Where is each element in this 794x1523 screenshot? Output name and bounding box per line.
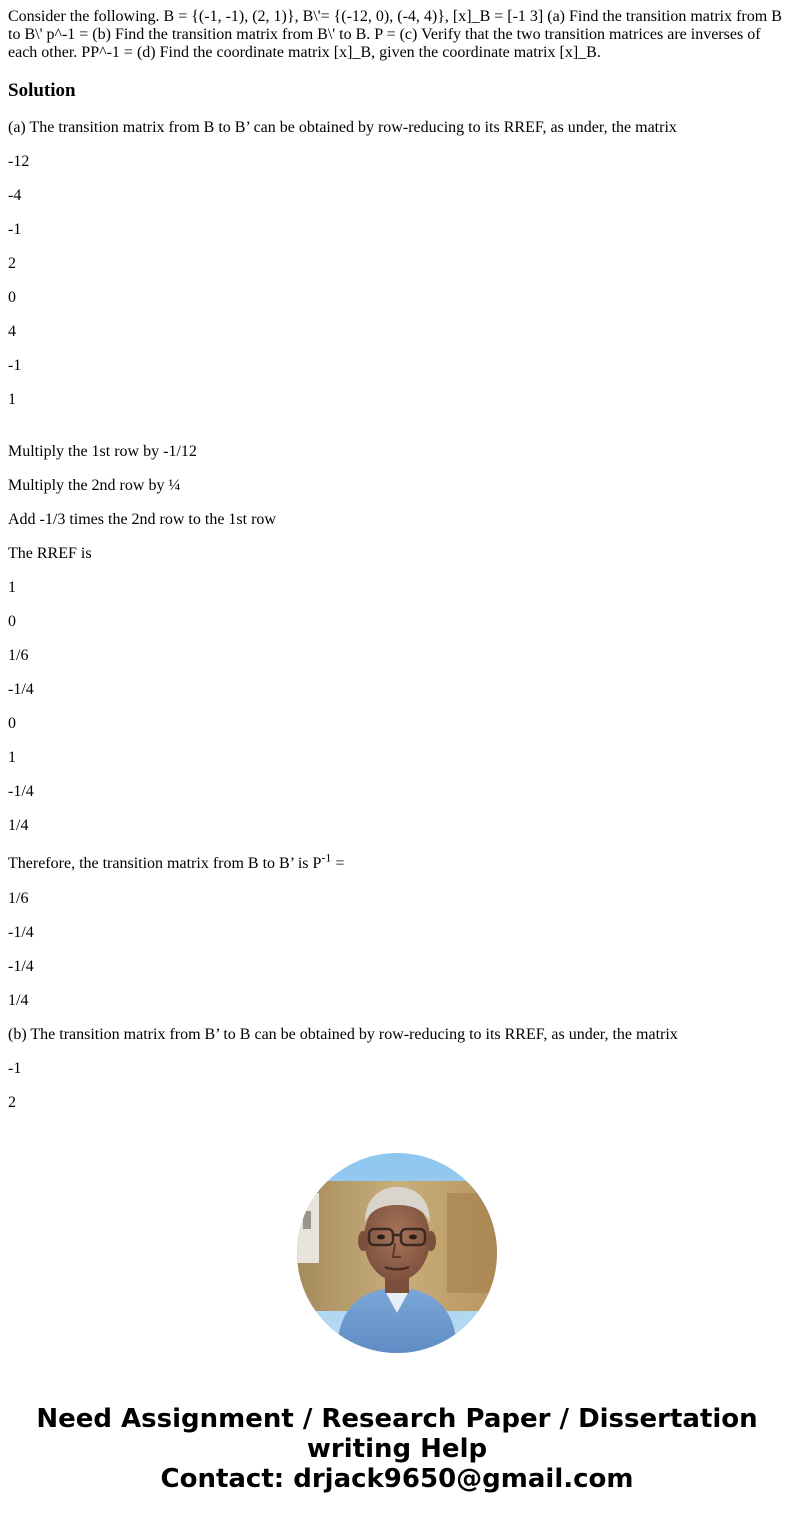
matrix-b-entry: 2 [8,1094,16,1111]
matrix-a-entry: 0 [8,289,16,306]
part-b-intro: (b) The transition matrix from B’ to B can be obtained by row-reducing to its RREF, as under, the matrix [8,1026,678,1043]
promo-line-1: Need Assignment / Research Paper / Dissertation [36,1404,758,1434]
p-inverse-entry: 1/6 [8,890,29,907]
therefore-prefix: Therefore, the transition matrix from B to B’ is P [8,855,322,872]
step-text: Multiply the 2nd row by ¼ [8,477,181,494]
p-inverse-entry: -1/4 [8,958,34,975]
question-text: Consider the following. B = {(-1, -1), (2, 1)}, B\'= {(-12, 0), (-4, 4)}, [x]_B = [-1 3] (a) Find the transition matrix from B to B\' p^-1 = (b) Find the transition matrix from B\' to B. P = (c) Verify that the two transition matrices are inverses of each other. PP^-1 = (d) Find the coordinate matrix [x]_B, given the coordinate matrix [x]_B. [8,8,782,61]
inverse-superscript: -1 [321,850,332,865]
promo-line-2: writing Help [306,1434,488,1464]
matrix-a-entry: -12 [8,153,30,170]
solution-heading: Solution [8,80,76,101]
matrix-a-entry: -1 [8,221,22,238]
rref-entry: 1 [8,579,16,596]
matrix-a-entry: -4 [8,187,22,204]
rref-entry: 0 [8,715,16,732]
matrix-b-entry: -1 [8,1060,22,1077]
part-a-intro: (a) The transition matrix from B to B’ can be obtained by row-reducing to its RREF, as under, the matrix [8,119,677,136]
matrix-a-entry: -1 [8,357,22,374]
matrix-a-entry: 2 [8,255,16,272]
rref-entry: -1/4 [8,681,34,698]
promo-contact: Contact: drjack9650@gmail.com [160,1464,634,1494]
p-inverse-entry: -1/4 [8,924,34,941]
rref-entry: 0 [8,613,16,630]
author-photo [297,1153,497,1353]
rref-entry: -1/4 [8,783,34,800]
therefore-suffix: = [331,855,345,872]
p-inverse-entry: 1/4 [8,992,29,1009]
rref-entry: 1 [8,749,16,766]
rref-entry: 1/6 [8,647,29,664]
promo-banner [0,1404,794,1494]
therefore-statement [8,850,786,873]
step-text: The RREF is [8,545,92,562]
author-avatar [297,1153,497,1353]
matrix-a-entry: 1 [8,391,16,408]
step-text: Add -1/3 times the 2nd row to the 1st row [8,511,276,528]
rref-entry: 1/4 [8,817,29,834]
matrix-a-entry: 4 [8,323,16,340]
step-text: Multiply the 1st row by -1/12 [8,443,197,460]
